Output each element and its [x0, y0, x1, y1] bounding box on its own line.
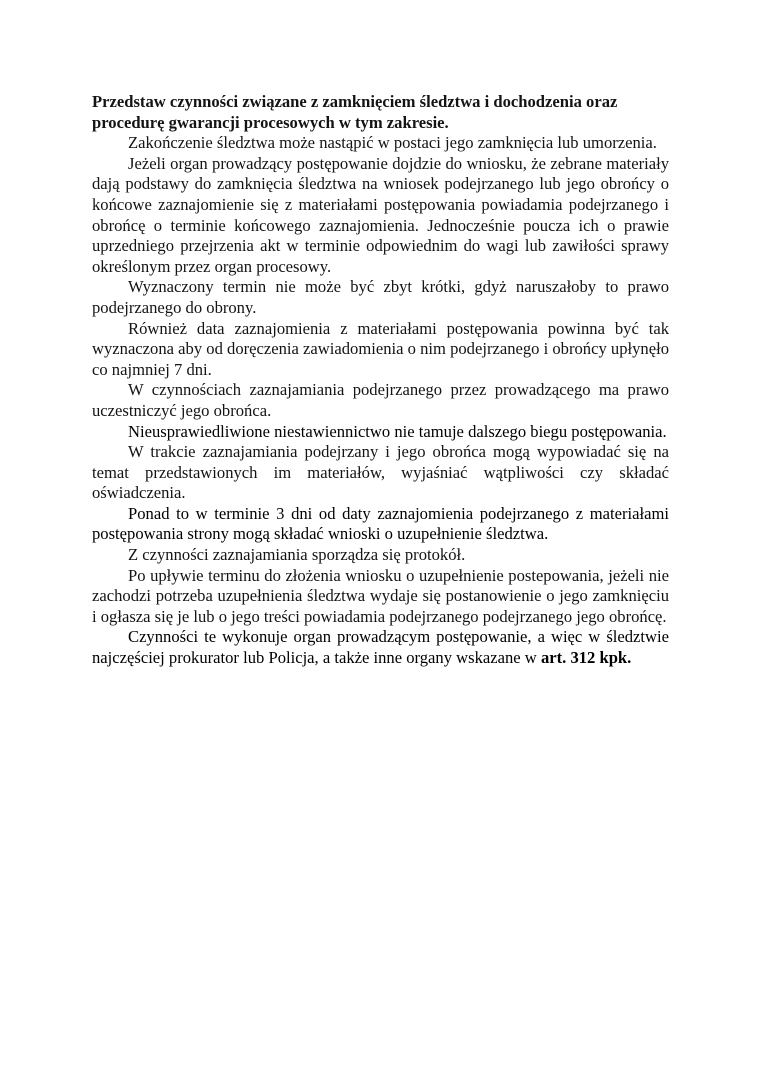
paragraph-niestawiennictwo: Nieusprawiedliwione niestawiennictwo nie tamuje dalszego biegu postępowania. — [128, 421, 667, 441]
paragraph-jezeli-organ: Jeżeli organ prowadzący postępowanie dojdzie do wniosku, że zebrane materiały dają podstawy do zamknięcia śledztwa na wniosek podejrzanego lub jego obrońcy o końcowe zaznajomienie się z materiałami postępowania powiadamia podejrzanego i obrońcę o terminie końcowego zaznajomienia. Jednocześnie poucza ich o prawie uprzedniego przejrzenia akt w terminie odpowiednim do wagi lub zawiłości sprawy określonym przez organ procesowy. — [92, 153, 669, 276]
paragraph-protokol: Z czynności zaznajamiania sporządza się protokół. — [128, 545, 466, 565]
paragraph-wyznaczony-termin: Wyznaczony termin nie może być zbyt krótki, gdyż naruszałoby to prawo podejrzanego do obrony. — [92, 277, 669, 317]
paragraph-po-uplywie: Po upływie terminu do złożenia wniosku o uzupełnienie postepowania, jeżeli nie zachodzi potrzeba uzupełnienia śledztwa wydaje się postanowienie o jego zamknięciu i ogłasza się je lub o jego treści powiadamia podejrzanego podejrzanego jego obrońcę. — [92, 565, 669, 626]
paragraph-ponad-to: Ponad to w terminie 3 dni od daty zaznajomienia podejrzanego z materiałami postępowania strony mogą składać wnioski o uzupełnienie śledztwa. — [92, 503, 669, 544]
paragraph-zakonczenie: Zakończenie śledztwa może nastąpić w postaci jego zamknięcia lub umorzenia. — [128, 133, 657, 153]
paragraph-w-trakcie: W trakcie zaznajamiania podejrzany i jego obrońca mogą wypowiadać się na temat przedstawionych im materiałów, wyjaśniać wątpliwości czy składać oświadczenia. — [92, 442, 669, 503]
paragraph-czynnosci-te — [92, 627, 669, 668]
paragraph-data-zaznajomienia: Również data zaznajomienia z materiałami postępowania powinna być tak wyznaczona aby od doręczenia zawiadomienia o nim podejrzanego i obrońcy upłynęło co najmniej 7 dni. — [92, 318, 669, 379]
paragraph-czynnosci-te-text: Czynności te wykonuje organ prowadzącym postępowanie, a więc w śledztwie najczęściej prokurator lub Policja, a także inne organy wskazane w — [92, 627, 669, 668]
document-title: Przedstaw czynności związane z zamknięciem śledztwa i dochodzenia oraz procedurę gwarancji procesowych w tym zakresie. — [92, 92, 618, 132]
document-page — [92, 92, 669, 669]
article-reference: art. 312 kpk. — [540, 648, 632, 668]
paragraph-czynnosci-zaznajamiania: W czynnościach zaznajamiania podejrzanego przez prowadzącego ma prawo uczestniczyć jego obrońca. — [92, 380, 669, 420]
